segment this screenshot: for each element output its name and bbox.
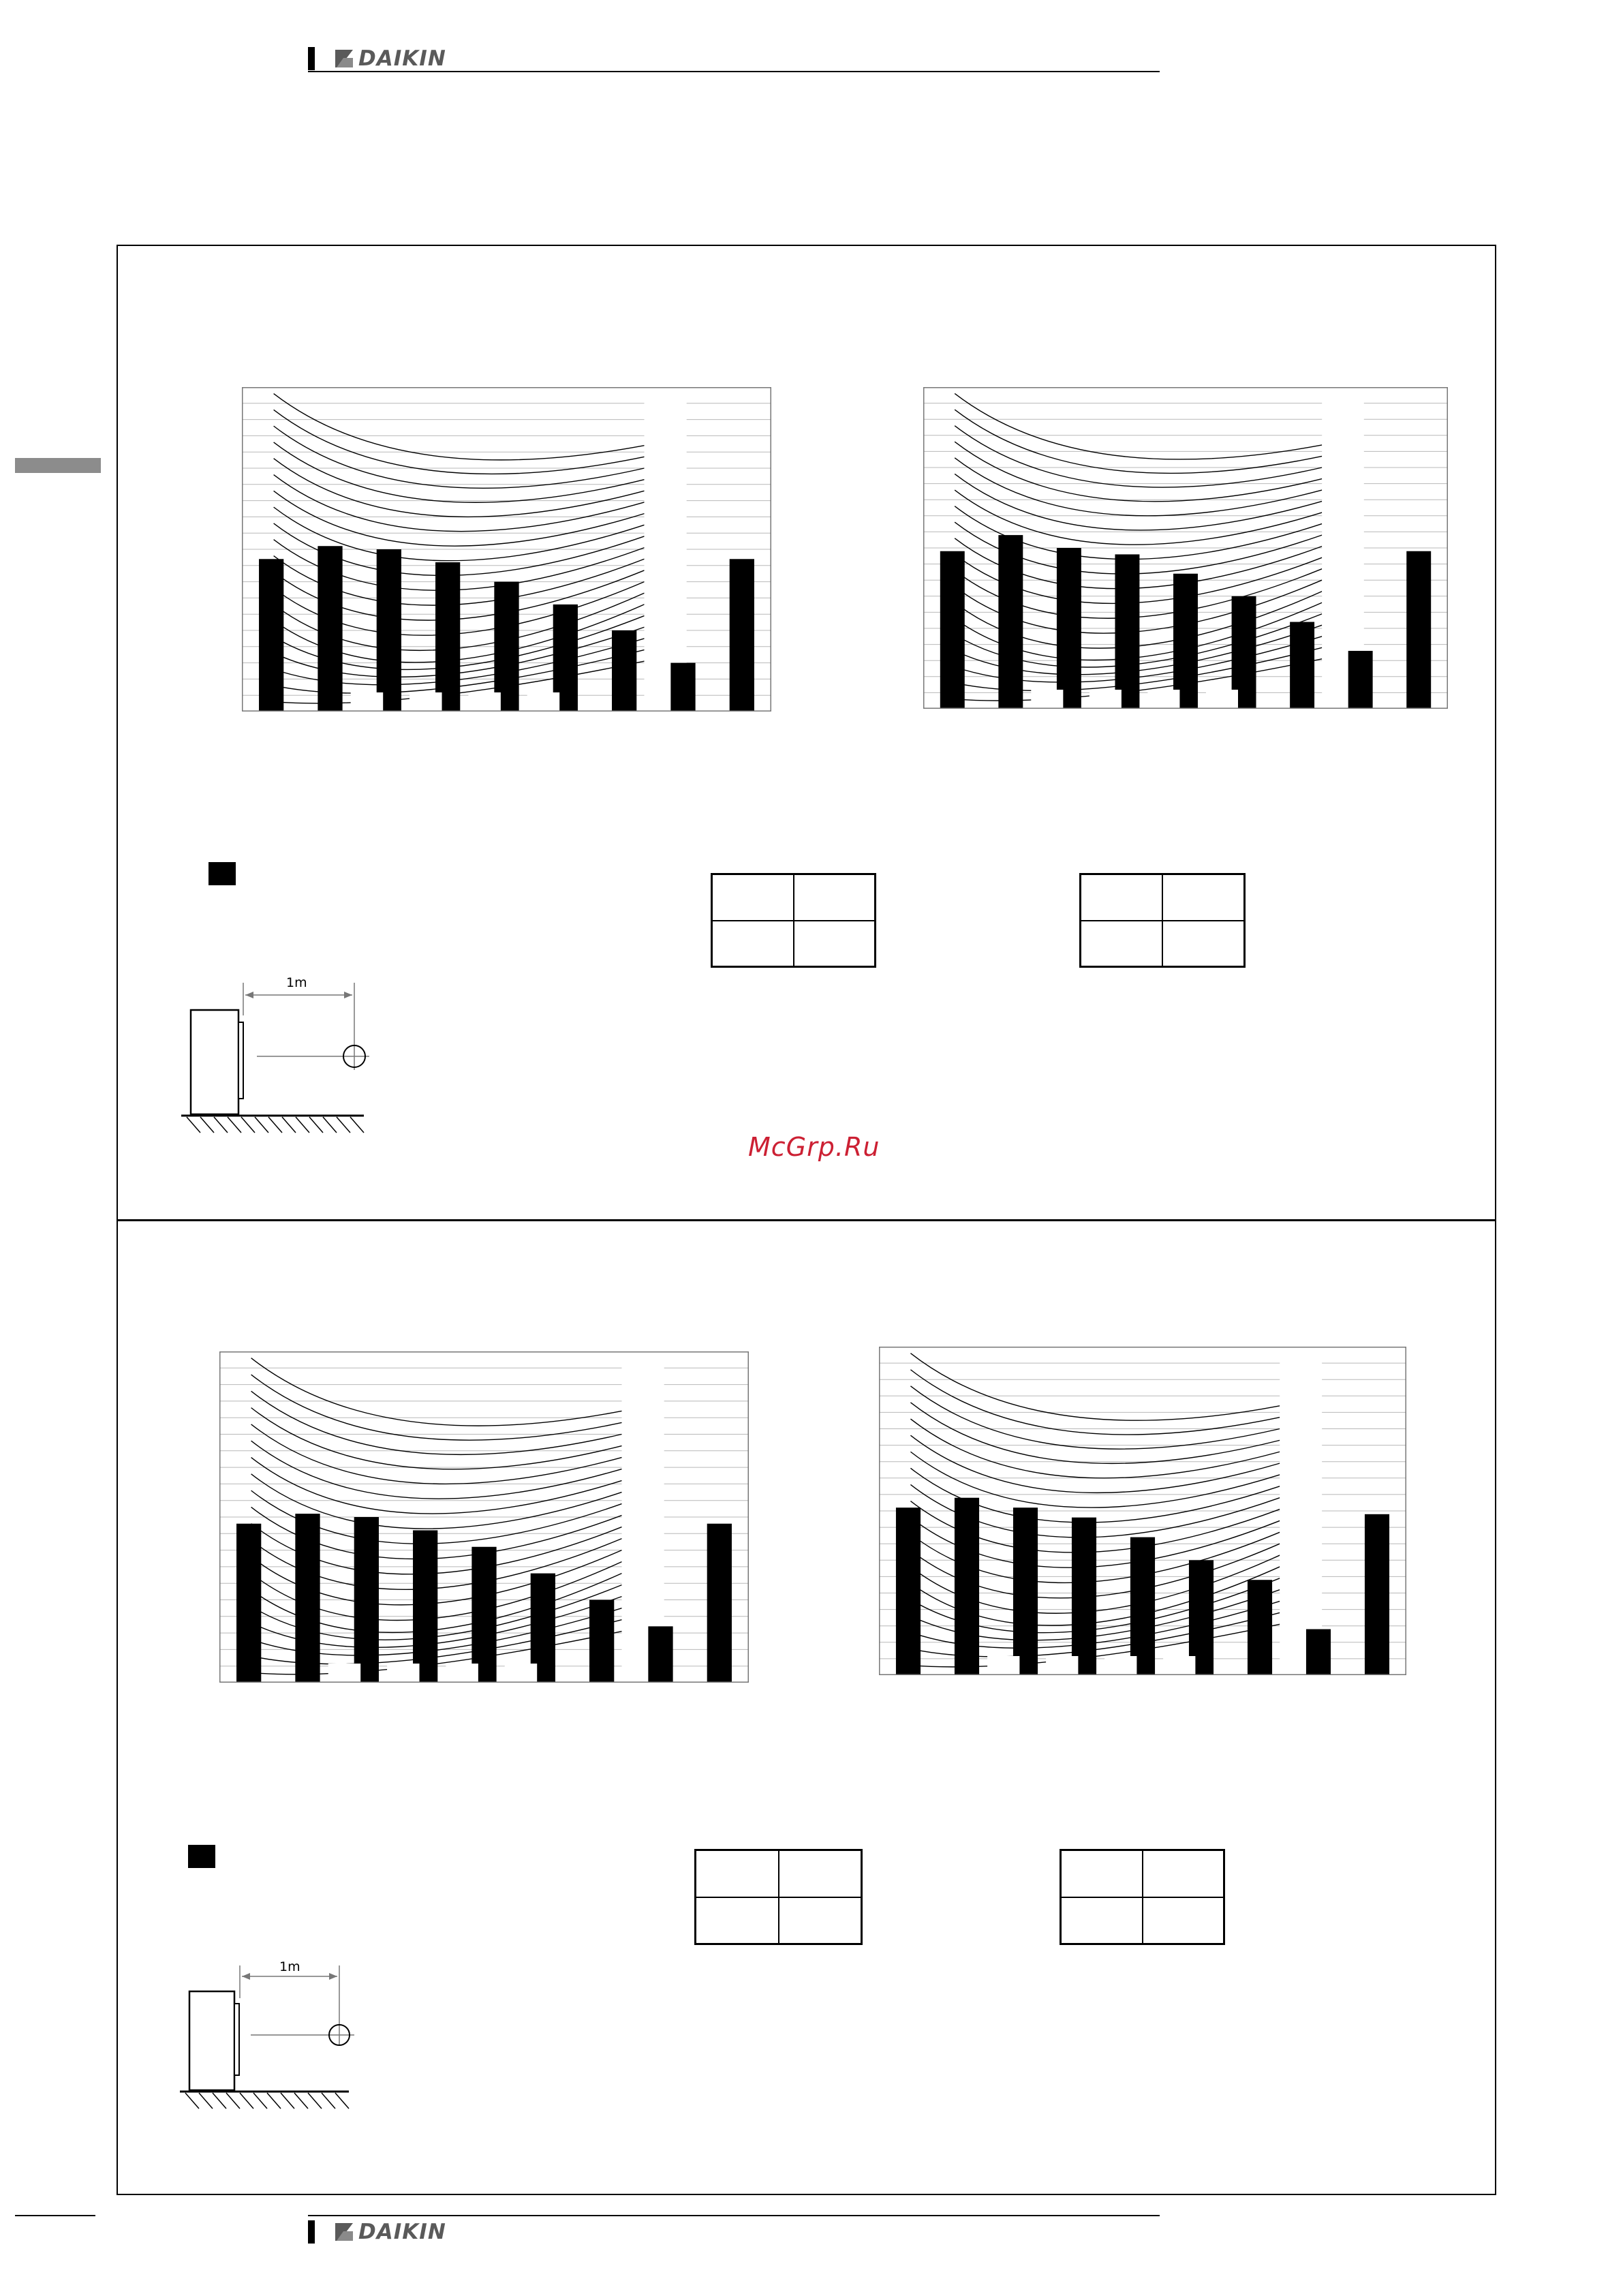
bar-125	[295, 1514, 320, 1683]
bar-63	[259, 559, 283, 711]
unit-body	[191, 1010, 238, 1114]
bar-63	[896, 1507, 921, 1675]
spectrum-chart-top-left	[242, 387, 771, 711]
logo-bar	[308, 47, 315, 70]
nc-curve	[274, 442, 645, 502]
nc-curve	[251, 1458, 622, 1514]
separator-band	[1280, 1347, 1322, 1675]
bar-125	[318, 546, 342, 711]
nc-curve	[251, 1408, 622, 1469]
nc-curve	[274, 491, 645, 546]
bar-250	[1013, 1507, 1038, 1675]
nc-curve	[274, 426, 645, 488]
bar-A	[730, 559, 754, 711]
bar-63	[940, 551, 965, 709]
bar-500	[435, 562, 460, 711]
nc-curve	[251, 1391, 622, 1454]
distance-label: 1m	[279, 1959, 300, 1974]
spectrum-chart-bottom-left	[219, 1351, 749, 1683]
bar-4k	[1248, 1580, 1272, 1675]
unit-grille	[234, 2004, 239, 2075]
label-mask	[1206, 690, 1238, 709]
bar-250	[377, 549, 401, 711]
bar-A	[707, 1524, 732, 1683]
header-rule	[308, 71, 1160, 72]
data-table-3	[694, 1849, 863, 1945]
distance-label: 1m	[286, 975, 307, 990]
legend-marker	[208, 862, 236, 885]
bar-125	[955, 1498, 979, 1675]
nc-curve	[955, 426, 1322, 487]
label-mask	[328, 1664, 360, 1683]
bar-250	[354, 1517, 379, 1683]
data-table-4	[1060, 1849, 1225, 1945]
bar-8k	[648, 1626, 673, 1683]
label-mask	[1163, 1656, 1195, 1675]
separator-band	[645, 387, 687, 711]
spectrum-chart-bottom-right	[879, 1347, 1406, 1675]
ground-hatching	[185, 2093, 349, 2109]
label-mask	[1031, 690, 1063, 709]
bar-A	[1406, 551, 1431, 709]
side-tab	[15, 458, 101, 473]
header-brand: DAIKIN	[358, 46, 446, 71]
legend-marker	[188, 1845, 215, 1868]
nc-curve	[910, 1403, 1280, 1463]
spectrum-chart-top-right	[923, 387, 1448, 709]
bar-4k	[1290, 622, 1314, 709]
label-mask	[468, 692, 500, 711]
bar-4k	[589, 1600, 614, 1683]
header-logo	[308, 45, 446, 72]
nc-curve	[910, 1386, 1280, 1449]
bar-250	[1057, 548, 1081, 709]
label-mask	[387, 1664, 419, 1683]
section-divider	[117, 1219, 1496, 1221]
bar-1k	[1173, 574, 1198, 709]
bar-1k	[1130, 1537, 1155, 1675]
bar-125	[998, 535, 1023, 709]
label-mask	[527, 692, 559, 711]
bar-4k	[612, 630, 636, 711]
bar-8k	[1306, 1629, 1331, 1675]
bar-1k	[494, 582, 519, 711]
bar-1k	[472, 1547, 496, 1683]
watermark: McGrp.Ru	[748, 1132, 880, 1162]
daikin-logo-icon	[334, 48, 354, 69]
logo-bar	[308, 2220, 315, 2244]
bar-63	[236, 1524, 261, 1683]
bar-8k	[670, 663, 695, 711]
label-mask	[1089, 690, 1122, 709]
bar-8k	[1348, 651, 1373, 709]
label-mask	[446, 1664, 478, 1683]
label-mask	[351, 692, 383, 711]
label-mask	[409, 692, 442, 711]
label-mask	[987, 1656, 1019, 1675]
daikin-logo-icon	[334, 2222, 354, 2242]
footer-rule	[308, 2215, 1160, 2216]
label-mask	[1104, 1656, 1137, 1675]
label-mask	[1147, 690, 1179, 709]
measurement-diagram	[179, 1957, 356, 2114]
footer-logo	[308, 2218, 446, 2246]
bar-A	[1365, 1514, 1389, 1675]
unit-body	[189, 1991, 234, 2090]
footer-left-rule	[15, 2215, 95, 2216]
nc-curve	[955, 442, 1322, 502]
bar-500	[1072, 1518, 1096, 1675]
measurement-diagram	[179, 975, 369, 1145]
data-table-2	[1079, 873, 1246, 968]
unit-grille	[238, 1022, 243, 1099]
label-mask	[505, 1664, 537, 1683]
data-table-1	[711, 873, 876, 968]
footer-brand: DAIKIN	[358, 2220, 446, 2244]
bar-500	[413, 1530, 437, 1683]
ground-hatching	[187, 1117, 364, 1133]
label-mask	[1046, 1656, 1078, 1675]
bar-500	[1115, 554, 1139, 709]
